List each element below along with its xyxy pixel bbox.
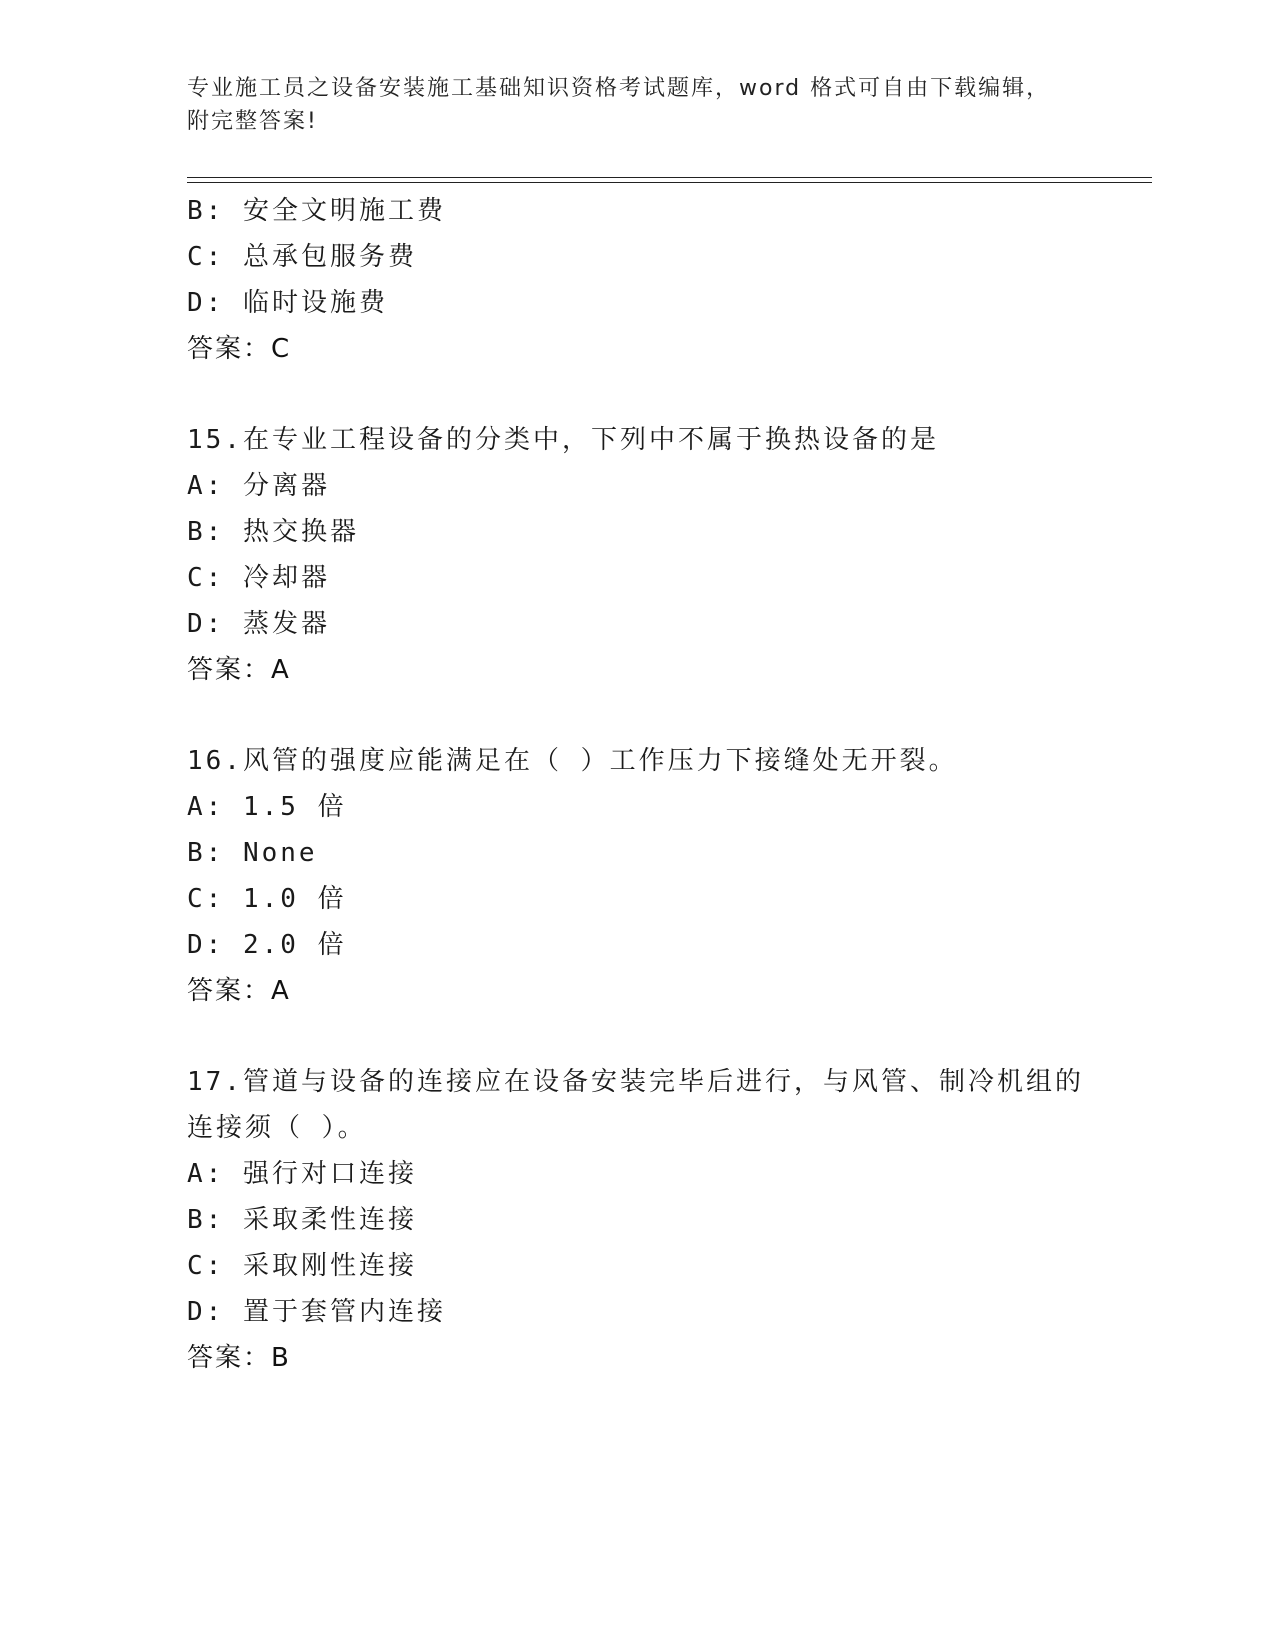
header-divider-top [187, 177, 1152, 178]
option-d: D: 2.0 倍 [187, 930, 347, 960]
question-14-continuation [187, 188, 1107, 372]
option-a: A: 强行对口连接 [187, 1159, 417, 1189]
header-line-2: 附完整答案! [187, 109, 318, 134]
spacer [187, 372, 1107, 417]
option-b: B: 热交换器 [187, 517, 359, 547]
option-b: B: 采取柔性连接 [187, 1205, 417, 1235]
option-c: C: 1.0 倍 [187, 884, 347, 914]
question-list [187, 188, 1107, 1381]
question-17 [187, 1059, 1107, 1381]
question-stem-line-1: 17.管道与设备的连接应在设备安装完毕后进行，与风管、制冷机组的 [187, 1067, 1084, 1097]
option-d: D: 蒸发器 [187, 609, 330, 639]
option-d: D: 置于套管内连接 [187, 1297, 446, 1327]
answer-line: 答案：A [187, 655, 291, 685]
document-header [187, 72, 1087, 138]
spacer [187, 693, 1107, 738]
option-b: B: 安全文明施工费 [187, 196, 446, 226]
option-a: A: 1.5 倍 [187, 792, 347, 822]
answer-line: 答案：A [187, 976, 291, 1006]
question-stem-line-2: 连接须（ ）。 [187, 1113, 367, 1143]
question-stem: 16.风管的强度应能满足在（ ）工作压力下接缝处无开裂。 [187, 746, 958, 776]
question-15 [187, 417, 1107, 693]
option-b: B: None [187, 838, 318, 868]
option-a: A: 分离器 [187, 471, 330, 501]
spacer [187, 1014, 1107, 1059]
header-divider-bottom [187, 182, 1152, 183]
header-line-1: 专业施工员之设备安装施工基础知识资格考试题库，word 格式可自由下载编辑， [187, 76, 1051, 101]
option-d: D: 临时设施费 [187, 288, 388, 318]
question-16 [187, 738, 1107, 1014]
option-c: C: 采取刚性连接 [187, 1251, 417, 1281]
answer-line: 答案：B [187, 1343, 291, 1373]
answer-line: 答案：C [187, 334, 292, 364]
option-c: C: 总承包服务费 [187, 242, 417, 272]
option-c: C: 冷却器 [187, 563, 330, 593]
question-stem: 15.在专业工程设备的分类中，下列中不属于换热设备的是 [187, 425, 939, 455]
